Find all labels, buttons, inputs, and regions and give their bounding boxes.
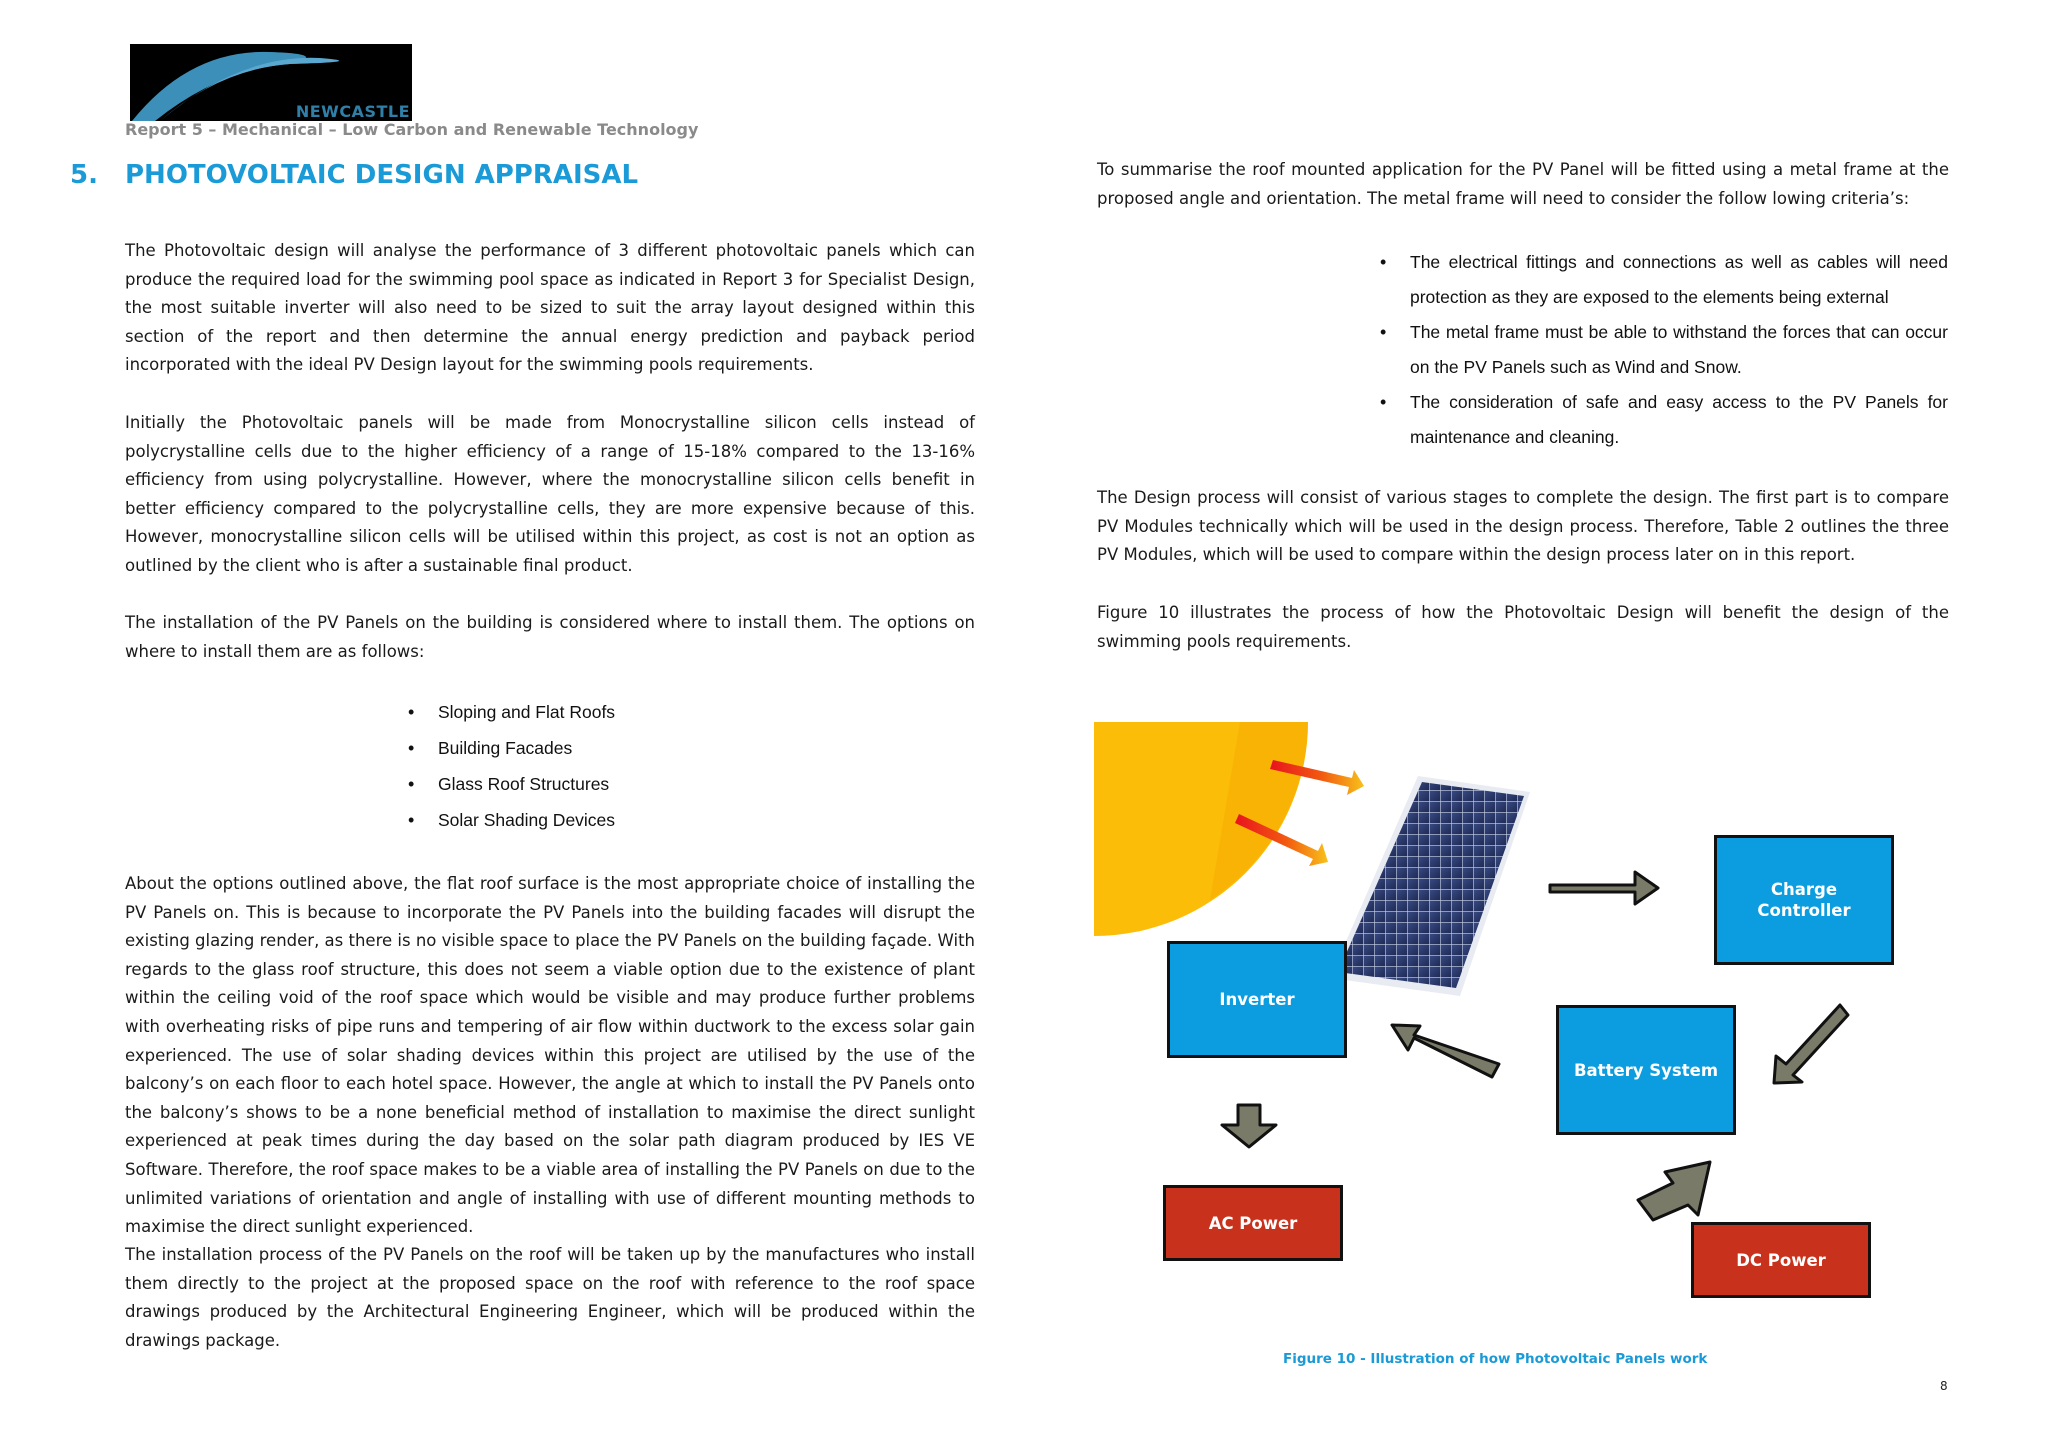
paragraph-figure-intro: Figure 10 illustrates the process of how the Photovoltaic Design will benefit the design of the swimming pools requirements.: [1097, 603, 1949, 651]
install-options-list: [408, 697, 615, 841]
paragraph-roof-choice: About the options outlined above, the flat roof surface is the most appropriate choice of installing the PV Panels on. This is because to incorporate the PV Panels into the building facades will disrupt the existing glazing render, as there is no visible space to place the PV Panels on the building façade. With regards to the glass roof structure, this does not seem a viable option due to the existence of plant within the ceiling void of the roof space which would be visible and may produce further problems with overheating risks of pipe runs and tempering of air flow within ductwork to the excess solar gain experienced. The use of solar shading devices within this project are utilised by the use of the balcony’s on each floor to each hotel space. However, the angle at which to install the PV Panels onto the balcony’s shows to be a none beneficial method of installation to maximise the direct sunlight experienced at peak times during the day based on the solar path diagram produced by IES VE Software. Therefore, the roof space makes to be a viable area of installing the PV Panels on due to the unlimited variations of orientation and angle of installing with use of different mounting methods to maximise the direct sunlight experienced.: [125, 874, 975, 1237]
ac-power-box: [1163, 1185, 1343, 1261]
paragraph-installation-process: The installation process of the PV Panels on the roof will be taken up by the manufactures who install them directly to the project at the proposed space on the roof with reference to the roof space drawings produced by the Architectural Engineering Engineer, which will be produced within the drawings package.: [125, 1245, 975, 1350]
paragraph-design-process: The Design process will consist of various stages to complete the design. The first part is to compare PV Modules technically which will be used in the design process. Therefore, Table 2 outlines the three PV Modules, which will be used to compare within the design process later on in this report.: [1097, 488, 1949, 565]
page-number: 8: [1940, 1379, 1948, 1393]
dc-power-box: [1691, 1222, 1871, 1298]
pv-process-figure: [1090, 720, 1930, 1360]
section-number: 5.: [70, 160, 98, 190]
paragraph-monocrystalline: Initially the Photovoltaic panels will be made from Monocrystalline silicon cells instead of polycrystalline cells due to the higher efficiency of a range of 15-18% compared to the 13-16% efficiency from using polycrystalline. However, where the monocrystalline silicon cells benefit in better efficiency compared to the polycrystalline cells, they are more expensive because of this. However, monocrystalline silicon cells will be utilised within this project, as cost is not an option as outlined by the client who is after a sustainable final product.: [125, 413, 975, 575]
list-item: • Sloping and Flat Roofs: [408, 697, 615, 733]
inverter-box: [1167, 941, 1347, 1058]
list-item: • Glass Roof Structures: [408, 769, 615, 805]
paragraph-installation-options: The installation of the PV Panels on the building is considered where to install them. The options on where to install them are as follows:: [125, 613, 975, 661]
list-item: • The metal frame must be able to withstand the forces that can occur on the PV Panels such as Wind and Snow.: [1380, 315, 1948, 385]
logo-text: NEWCASTLE: [295, 102, 410, 121]
arrow-right: [1550, 872, 1658, 904]
charge-controller-box: [1714, 835, 1894, 965]
arrow-down-left-dc: [1638, 1162, 1710, 1220]
battery-system-box: [1556, 1005, 1736, 1135]
solar-panel-graphic: [1330, 776, 1530, 996]
dc-power-label: DC Power: [1736, 1250, 1826, 1270]
report-subtitle: Report 5 – Mechanical – Low Carbon and Renewable Technology: [125, 120, 699, 139]
frame-criteria-list: [1380, 245, 1948, 455]
paragraph-summary: To summarise the roof mounted application for the PV Panel will be fitted using a metal frame at the proposed angle and orientation. The metal frame will need to consider the follow lowing criteria’s:: [1097, 160, 1949, 208]
section-title: PHOTOVOLTAIC DESIGN APPRAISAL: [125, 160, 639, 190]
figure-caption: Figure 10 - Illustration of how Photovoltaic Panels work: [1283, 1351, 1708, 1367]
list-item: • Solar Shading Devices: [408, 805, 615, 841]
arrow-left: [1392, 1025, 1499, 1077]
charge-controller-label: Charge Controller: [1757, 880, 1851, 920]
arrow-down-left: [1774, 1005, 1848, 1083]
list-item: • Building Facades: [408, 733, 615, 769]
battery-system-label: Battery System: [1573, 1060, 1719, 1080]
arrow-down: [1222, 1105, 1276, 1147]
newcastle-logo: [130, 44, 412, 121]
inverter-label: Inverter: [1219, 990, 1295, 1009]
paragraph-intro: The Photovoltaic design will analyse the performance of 3 different photovoltaic panels which can produce the required load for the swimming pool space as indicated in Report 3 for Specialist Design, the most suitable inverter will also need to be sized to suit the array layout designed within this section of the report and then determine the annual energy prediction and payback period incorporated with the ideal PV Design layout for the swimming pools requirements.: [125, 241, 975, 375]
list-item: • The consideration of safe and easy access to the PV Panels for maintenance and cleaning.: [1380, 385, 1948, 455]
list-item: • The electrical fittings and connections as well as cables will need protection as they are exposed to the elements being external: [1380, 245, 1948, 315]
section-heading: [70, 160, 638, 190]
ac-power-label: AC Power: [1208, 1213, 1298, 1233]
